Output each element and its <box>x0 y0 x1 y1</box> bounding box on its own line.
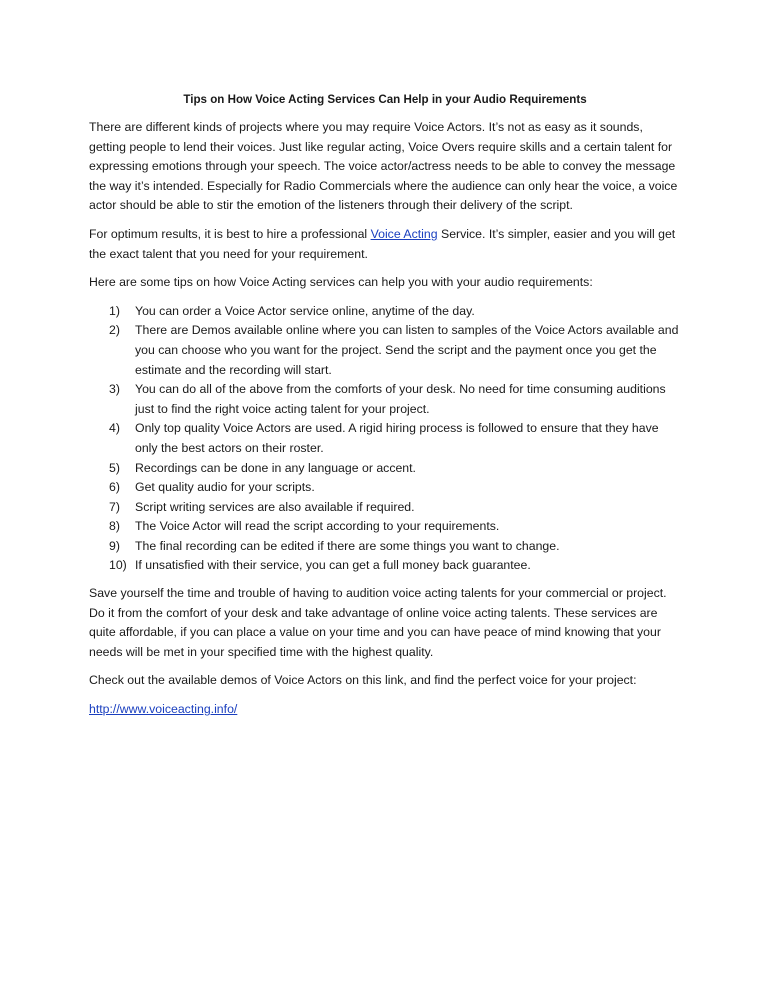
list-item <box>89 517 681 537</box>
list-item-text: Script writing services are also available if required. <box>135 499 415 514</box>
list-item-text: The Voice Actor will read the script according to your requirements. <box>135 519 500 534</box>
list-item-number: 9) <box>109 538 120 553</box>
list-item-number: 4) <box>109 421 120 436</box>
list-item <box>89 537 681 557</box>
list-item-text: You can do all of the above from the comforts of your desk. No need for time consuming auditions just to find the right voice acting talent for your project. <box>135 382 666 416</box>
list-item-number: 3) <box>109 382 120 397</box>
tips-list <box>89 302 681 576</box>
list-item-number: 5) <box>109 460 120 475</box>
document-body <box>89 92 681 729</box>
document-title: Tips on How Voice Acting Services Can Help in your Audio Requirements <box>183 93 587 106</box>
list-item <box>89 478 681 498</box>
list-item <box>89 556 681 576</box>
intro-paragraph: There are different kinds of projects where you may require Voice Actors. It’s not as easy as it sounds, getting people to lend their voices. Just like regular acting, Voice Overs require skills and a certain talent for expressing emotions through your speech. The voice actor/actress needs to be able to convey the message the way it’s intended. Especially for Radio Commercials where the audience can only hear the voice, a voice actor should be able to stir the emotion of the listeners through their delivery of the script. <box>89 120 678 213</box>
list-item-text: Get quality audio for your scripts. <box>135 480 315 495</box>
closing-paragraph: Save yourself the time and trouble of having to audition voice acting talents for your commercial or project. Do it from the comfort of your desk and take advantage of online voice acting talents. These services are quite affordable, if you can place a value on your time and you can have peace of mind knowing that your needs will be met in your specified time with the highest quality. <box>89 586 667 659</box>
recommendation-text-after: Service. It’s simpler, easier and you will get the exact talent that you need for your requirement. <box>89 226 676 261</box>
list-item <box>89 459 681 479</box>
list-item-text: You can order a Voice Actor service online, anytime of the day. <box>135 303 475 318</box>
url-paragraph <box>89 700 681 720</box>
list-item <box>89 419 681 458</box>
list-item-text: There are Demos available online where you can listen to samples of the Voice Actors available and you can choose who you want for the project. Send the script and the payment once you get the estimate and the recording will start. <box>135 323 679 377</box>
list-item <box>89 321 681 380</box>
list-item-number: 1) <box>109 303 120 318</box>
tips-intro-paragraph: Here are some tips on how Voice Acting services can help you with your audio requirements: <box>89 275 593 290</box>
recommendation-text-before: For optimum results, it is best to hire a professional <box>89 226 371 241</box>
list-item-number: 8) <box>109 519 120 534</box>
list-item-text: If unsatisfied with their service, you can get a full money back guarantee. <box>135 558 531 573</box>
list-item <box>89 302 681 322</box>
list-item <box>89 498 681 518</box>
demos-paragraph: Check out the available demos of Voice Actors on this link, and find the perfect voice for your project: <box>89 673 637 688</box>
list-item-number: 2) <box>109 323 120 338</box>
voice-acting-link[interactable]: Voice Acting <box>370 226 438 241</box>
list-item <box>89 380 681 419</box>
list-item-number: 7) <box>109 499 120 514</box>
list-item-text: Recordings can be done in any language or accent. <box>135 460 416 475</box>
list-item-text: The final recording can be edited if there are some things you want to change. <box>135 538 560 553</box>
list-item-number: 10) <box>109 558 127 573</box>
voiceacting-url-link[interactable]: http://www.voiceacting.info/ <box>89 702 238 717</box>
list-item-number: 6) <box>109 480 120 495</box>
recommendation-paragraph <box>89 225 681 264</box>
list-item-text: Only top quality Voice Actors are used. A rigid hiring process is followed to ensure that they have only the best actors on their roster. <box>135 421 659 455</box>
